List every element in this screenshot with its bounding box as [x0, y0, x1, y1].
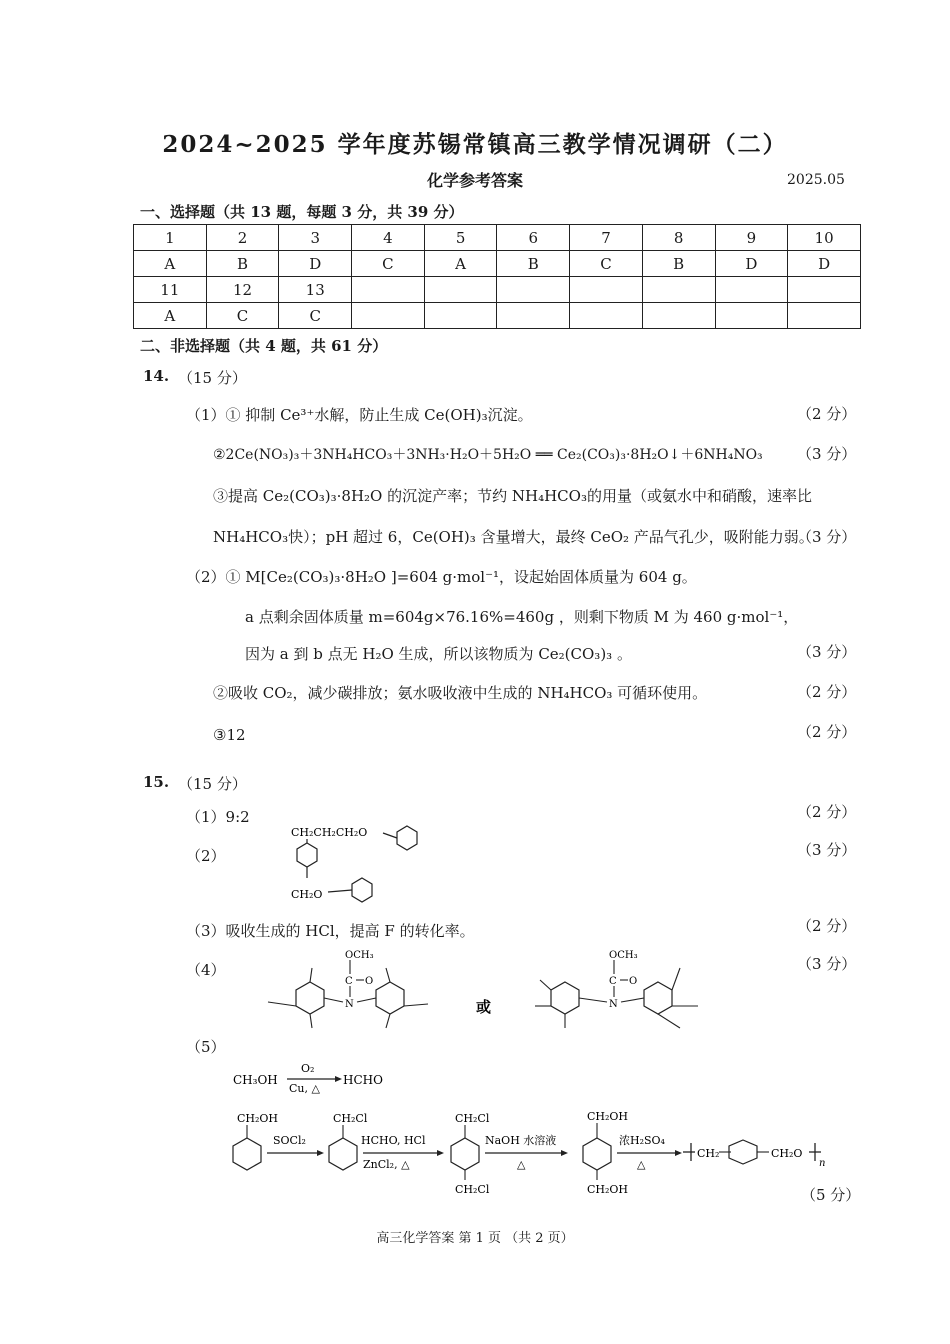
document-date: 2025.05: [787, 172, 845, 188]
table-cell: C: [206, 303, 279, 329]
chem-label: CH₂CH₂CH₂O: [291, 826, 368, 839]
table-cell: 2: [206, 225, 279, 251]
or-label: 或: [476, 998, 492, 1016]
chem-label: C: [609, 976, 617, 987]
table-cell: [424, 277, 497, 303]
table-cell: 3: [279, 225, 352, 251]
table-cell: [788, 277, 861, 303]
table-row: [134, 303, 861, 329]
benzene-ring: [729, 1140, 757, 1164]
benzene-ring: [451, 1138, 479, 1170]
section2-heading: 二、非选择题（共 4 题，共 61 分）: [140, 337, 388, 355]
q14-answer-2-1b: a 点剩余固体质量 m=604g×76.16%=460g ，则剩下物质 M 为 460 g·mol⁻¹，: [245, 608, 799, 626]
reagent-label: △: [637, 1158, 646, 1171]
reagent-label: O₂: [301, 1062, 315, 1075]
table-cell: [570, 277, 643, 303]
table-cell: [352, 277, 425, 303]
section1-heading: 一、选择题（共 13 题，每题 3 分，共 39 分）: [140, 203, 464, 221]
table-cell: C: [352, 251, 425, 277]
chem-label: C: [345, 976, 353, 987]
table-row: [134, 225, 861, 251]
q14-score-2-2: （2 分）: [797, 683, 857, 701]
q14-score-1-1: （2 分）: [797, 405, 857, 423]
q15-structure-4: [260, 942, 710, 1037]
table-cell: A: [424, 251, 497, 277]
table-cell: [352, 303, 425, 329]
table-cell: 6: [497, 225, 570, 251]
reagent-label: Cu, △: [289, 1082, 320, 1095]
benzene-ring: [644, 982, 672, 1014]
benzene-ring: [297, 843, 317, 867]
table-row: [134, 251, 861, 277]
chem-label: CH₃OH: [233, 1073, 278, 1087]
table-cell: A: [134, 251, 207, 277]
table-cell: [715, 303, 788, 329]
q14-label: 14.: [143, 367, 170, 385]
chem-label: O: [629, 976, 638, 987]
table-cell: D: [788, 251, 861, 277]
q14-score-2-3: （2 分）: [797, 723, 857, 741]
table-cell: 7: [570, 225, 643, 251]
reagent-label: NaOH 水溶液: [485, 1134, 557, 1147]
q15-structure-2: [260, 818, 450, 918]
chem-label: O: [365, 976, 374, 987]
benzene-ring: [376, 982, 404, 1014]
q14-score-1-2: （3 分）: [797, 445, 857, 463]
q15-score-2: （3 分）: [797, 841, 857, 859]
chem-label: CH₂OH: [587, 1183, 629, 1196]
q15-answer-1: （1）9:2: [186, 808, 250, 826]
reagent-label: SOCl₂: [273, 1134, 306, 1147]
chem-label: n: [819, 1158, 826, 1169]
q14-answer-2-3: ③12: [213, 726, 246, 744]
chem-label: CH₂OH: [587, 1110, 629, 1123]
table-cell: 8: [642, 225, 715, 251]
chem-label: CH₂Cl: [455, 1183, 490, 1196]
benzene-ring: [352, 878, 372, 902]
q14-score-1-3: （3 分）: [797, 528, 857, 546]
benzene-ring: [296, 982, 324, 1014]
q15-answer-3: （3）吸收生成的 HCl，提高 F 的转化率。: [186, 922, 475, 940]
table-cell: [497, 303, 570, 329]
benzene-ring: [551, 982, 579, 1014]
q14-answer-2-1c: 因为 a 到 b 点无 H₂O 生成，所以该物质为 Ce₂(CO₃)₃ 。: [245, 645, 632, 663]
q14-answer-1-1: （1）① 抑制 Ce³⁺水解，防止生成 Ce(OH)₃沉淀。: [186, 406, 533, 424]
table-cell: B: [642, 251, 715, 277]
q15-answer-5: （5）: [186, 1038, 226, 1056]
q14-answer-1-3a: ③提高 Ce₂(CO₃)₃·8H₂O 的沉淀产率；节约 NH₄HCO₃的用量（或氨水中和硝酸，速率比: [213, 487, 812, 505]
table-cell: [642, 303, 715, 329]
table-cell: 4: [352, 225, 425, 251]
q15-answer-2: （2）: [186, 847, 226, 865]
table-cell: C: [279, 303, 352, 329]
answer-table: [133, 224, 861, 329]
table-cell: [497, 277, 570, 303]
table-cell: [788, 303, 861, 329]
q15-score-1: （2 分）: [797, 803, 857, 821]
q15-score-3: （2 分）: [797, 917, 857, 935]
chem-label: CH₂Cl: [333, 1112, 368, 1125]
table-cell: [715, 277, 788, 303]
table-cell: D: [279, 251, 352, 277]
table-cell: [642, 277, 715, 303]
reagent-label: HCHO, HCl: [361, 1134, 426, 1147]
q14-score-2-1: （3 分）: [797, 643, 857, 661]
reagent-label: ZnCl₂, △: [363, 1158, 410, 1171]
table-cell: A: [134, 303, 207, 329]
q15-answer-4: （4）: [186, 961, 226, 979]
table-cell: 13: [279, 277, 352, 303]
table-cell: [570, 303, 643, 329]
chem-label: N: [609, 999, 618, 1010]
table-row: [134, 277, 861, 303]
benzene-ring: [233, 1138, 261, 1170]
q14-answer-2-2: ②吸收 CO₂，减少碳排放；氨水吸收液中生成的 NH₄HCO₃ 可循环使用。: [213, 684, 708, 702]
chem-label: HCHO: [343, 1073, 383, 1087]
table-cell: 11: [134, 277, 207, 303]
q15-score-5: （5 分）: [801, 1186, 861, 1204]
page-title: 2024~2025 学年度苏锡常镇高三教学情况调研（二）: [162, 131, 788, 158]
q14-answer-1-3b: NH₄HCO₃快）；pH 超过 6，Ce(OH)₃ 含量增大，最终 CeO₂ 产品气孔少，吸附能力弱。: [213, 528, 814, 546]
table-cell: 12: [206, 277, 279, 303]
reagent-label: 浓H₂SO₄: [619, 1134, 665, 1147]
table-cell: C: [570, 251, 643, 277]
q15-points: （15 分）: [178, 775, 247, 793]
q14-answer-2-1a: （2）① M[Ce₂(CO₃)₃·8H₂O ]=604 g·mol⁻¹，设起始固体质量为 604 g。: [186, 568, 697, 586]
benzene-ring: [583, 1138, 611, 1170]
chem-label: CH₂OH: [237, 1112, 279, 1125]
chem-label: CH₂: [697, 1147, 720, 1160]
table-cell: 1: [134, 225, 207, 251]
table-cell: B: [497, 251, 570, 277]
benzene-ring: [329, 1138, 357, 1170]
chem-label: CH₂Cl: [455, 1112, 490, 1125]
table-cell: D: [715, 251, 788, 277]
page-subtitle: 化学参考答案: [426, 171, 523, 190]
q15-synthesis-route: [225, 1058, 845, 1208]
chem-label: OCH₃: [609, 950, 638, 961]
q15-label: 15.: [143, 773, 170, 791]
page-footer: 高三化学答案 第 1 页 （共 2 页）: [376, 1231, 574, 1246]
table-cell: 9: [715, 225, 788, 251]
chem-label: N: [345, 999, 354, 1010]
chem-label: CH₂O: [771, 1147, 803, 1160]
q14-answer-1-2: ②2Ce(NO₃)₃＋3NH₄HCO₃＋3NH₃·H₂O＋5H₂O ══ Ce₂(CO₃)₃·8H₂O↓＋6NH₄NO₃: [213, 447, 763, 463]
reagent-label: △: [517, 1158, 526, 1171]
table-cell: 5: [424, 225, 497, 251]
benzene-ring: [397, 826, 417, 850]
table-cell: [424, 303, 497, 329]
table-cell: B: [206, 251, 279, 277]
q15-score-4: （3 分）: [797, 955, 857, 973]
chem-label: CH₂O: [291, 888, 323, 901]
q14-points: （15 分）: [178, 369, 247, 387]
chem-label: OCH₃: [345, 950, 374, 961]
table-cell: 10: [788, 225, 861, 251]
